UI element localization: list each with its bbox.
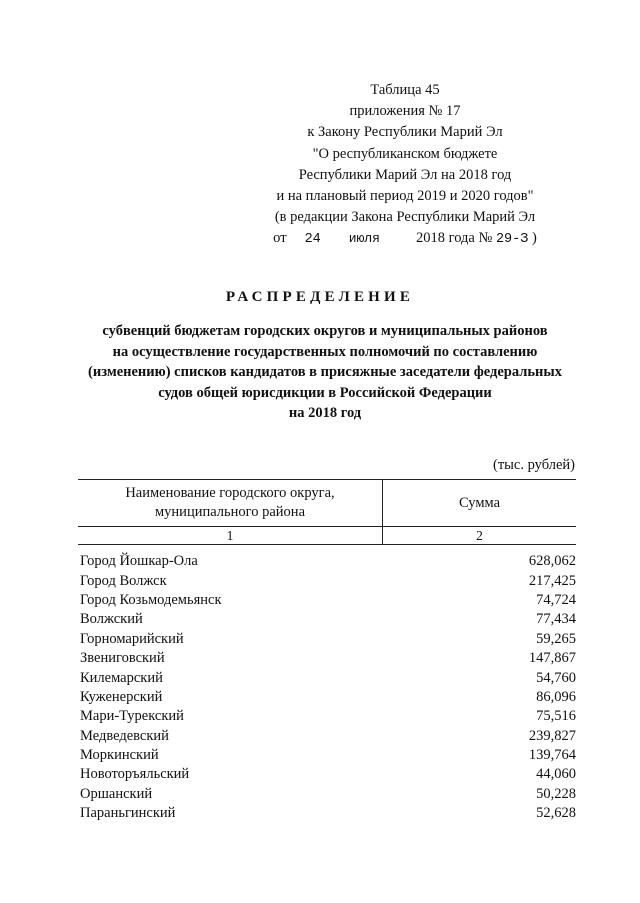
district-name: Оршанский (80, 785, 153, 802)
district-name: Куженерский (80, 688, 163, 705)
subtitle-line: на 2018 год (288, 405, 362, 422)
table-body (80, 552, 576, 823)
col-sum-header: Сумма (383, 480, 576, 527)
subvention-sum: 628,062 (528, 553, 576, 570)
table-row (80, 591, 576, 610)
date-month: июля (348, 231, 380, 247)
header-line: "О республиканском бюджете (312, 145, 498, 162)
subtitle-line: субвенций бюджетам городских округов и муниципальных районов (102, 323, 548, 339)
table-header (78, 479, 576, 545)
header-line: приложения № 17 (349, 103, 461, 120)
subvention-sum: 239,827 (528, 727, 576, 744)
subvention-sum: 77,434 (536, 611, 576, 628)
subvention-sum: 54,760 (536, 669, 576, 686)
table-row (80, 668, 576, 687)
document-title: РАСПРЕДЕЛЕНИЕ (225, 289, 415, 305)
table-row (80, 630, 576, 649)
table-row (80, 571, 576, 590)
col-number-1: 1 (78, 527, 383, 544)
date-year: 2018 года № (416, 230, 493, 247)
subtitle-line: (изменению) списков кандидатов в присяжные заседатели федеральных (88, 364, 562, 381)
subvention-sum: 44,060 (536, 766, 576, 783)
law-date-line (240, 228, 570, 250)
table-row (80, 785, 576, 804)
col-number-2: 2 (476, 528, 483, 543)
subvention-sum: 52,628 (536, 805, 576, 822)
district-name: Волжский (80, 611, 143, 628)
date-close: ) (531, 230, 537, 247)
table-row (80, 610, 576, 629)
col-name-header (78, 480, 383, 527)
district-name: Звениговский (80, 650, 165, 667)
table-row (80, 688, 576, 707)
header-line: к Закону Республики Марий Эл (307, 124, 503, 141)
district-name: Город Йошкар-Ола (80, 553, 198, 570)
subvention-sum: 74,724 (536, 591, 576, 608)
district-name: Медведевский (80, 727, 169, 744)
subvention-sum: 217,425 (528, 572, 576, 589)
subtitle-line: судов общей юрисдикции в Российской Федерации (158, 384, 492, 401)
subvention-sum: 59,265 (536, 630, 576, 647)
district-name: Моркинский (80, 747, 159, 764)
district-name: Мари-Турекский (80, 708, 184, 725)
table-row (80, 707, 576, 726)
date-prefix: от (273, 230, 287, 247)
table-row (80, 552, 576, 571)
subvention-sum: 75,516 (536, 708, 576, 725)
table-row (80, 727, 576, 746)
district-name: Параньгинский (80, 805, 176, 822)
district-name: Горномарийский (80, 630, 184, 647)
district-name: Килемарский (80, 669, 163, 686)
header-line: Республики Марий Эл на 2018 год (298, 166, 512, 183)
district-name: Город Волжск (80, 572, 167, 589)
header-line: и на плановый период 2019 и 2020 годов" (276, 188, 534, 205)
district-name: Город Козьмодемьянск (80, 591, 222, 608)
subvention-sum: 86,096 (536, 688, 576, 705)
header-line: (в редакции Закона Республики Марий Эл (274, 209, 536, 226)
table-row (80, 649, 576, 668)
subvention-sum: 139,764 (528, 747, 576, 764)
district-name: Новоторъяльский (80, 766, 190, 783)
date-day: 24 (304, 232, 321, 248)
law-number: 29-З (495, 232, 529, 248)
document-subtitle (60, 321, 590, 424)
document-header (240, 80, 570, 251)
col-name-header-line2: муниципального района (155, 504, 305, 520)
units-label: (тыс. рублей) (493, 457, 575, 473)
col-name-header-line1: Наименование городского округа, (125, 485, 335, 501)
table-row (80, 765, 576, 784)
subtitle-line: на осуществление государственных полномочий по составлению (112, 343, 538, 360)
subvention-sum: 147,867 (528, 650, 576, 667)
table-row (80, 746, 576, 765)
subvention-sum: 50,228 (536, 785, 576, 802)
header-line: Таблица 45 (370, 82, 440, 98)
table-row (80, 804, 576, 823)
